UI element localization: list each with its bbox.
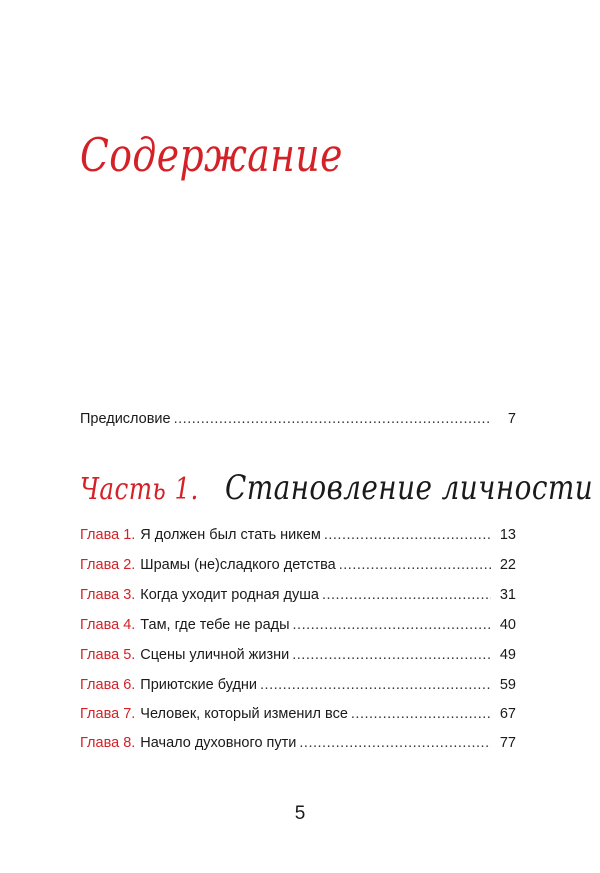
toc-title: Содержание — [80, 128, 343, 182]
chapter-title: Шрамы (не)сладкого детства — [140, 557, 336, 573]
toc-row-chapter-7[interactable] — [80, 706, 516, 728]
chapter-title: Я должен был стать никем — [140, 527, 321, 543]
chapter-label: Глава 2. — [80, 557, 136, 573]
dot-leader — [339, 557, 491, 573]
toc-row-chapter-6[interactable] — [80, 677, 516, 699]
toc-row-chapter-2[interactable] — [80, 557, 516, 579]
part-title: Становление личности — [224, 468, 594, 508]
chapter-label: Глава 1. — [80, 527, 136, 543]
dot-leader — [324, 527, 491, 543]
chapter-label: Глава 4. — [80, 617, 136, 633]
page-number: 5 — [294, 803, 306, 824]
chapter-page: 59 — [499, 677, 516, 693]
dot-leader — [293, 617, 491, 633]
toc-row-chapter-5[interactable] — [80, 647, 516, 669]
dot-leader — [351, 706, 491, 722]
chapter-title: Сцены уличной жизни — [140, 647, 290, 663]
chapter-title: Когда уходит родная душа — [140, 587, 319, 603]
chapter-label: Глава 8. — [80, 735, 136, 751]
chapter-page: 49 — [499, 647, 516, 663]
chapter-title: Начало духовного пути — [140, 735, 297, 751]
chapter-page: 40 — [499, 617, 516, 633]
chapter-page: 67 — [499, 706, 516, 722]
dot-leader — [174, 411, 491, 427]
chapter-page: 22 — [499, 557, 516, 573]
part-heading — [80, 468, 593, 508]
preface-page: 7 — [507, 411, 516, 427]
part-label: Часть 1. — [80, 472, 199, 507]
toc-row-chapter-8[interactable] — [80, 735, 516, 757]
chapter-page: 77 — [499, 735, 516, 751]
dot-leader — [260, 677, 491, 693]
preface-label: Предисловие — [80, 411, 171, 427]
toc-row-chapter-4[interactable] — [80, 617, 516, 639]
chapter-title: Человек, который изменил все — [140, 706, 348, 722]
toc-row-chapter-1[interactable] — [80, 527, 516, 549]
dot-leader — [299, 735, 491, 751]
chapter-title: Приютские будни — [140, 677, 258, 693]
chapter-label: Глава 6. — [80, 677, 136, 693]
dot-leader — [322, 587, 491, 603]
toc-row-preface[interactable] — [80, 411, 516, 433]
dot-leader — [292, 647, 491, 663]
chapter-title: Там, где тебе не рады — [140, 617, 290, 633]
toc-row-chapter-3[interactable] — [80, 587, 516, 609]
chapter-label: Глава 5. — [80, 647, 136, 663]
chapter-page: 13 — [499, 527, 516, 543]
chapter-label: Глава 3. — [80, 587, 136, 603]
chapter-page: 31 — [499, 587, 516, 603]
chapter-label: Глава 7. — [80, 706, 136, 722]
